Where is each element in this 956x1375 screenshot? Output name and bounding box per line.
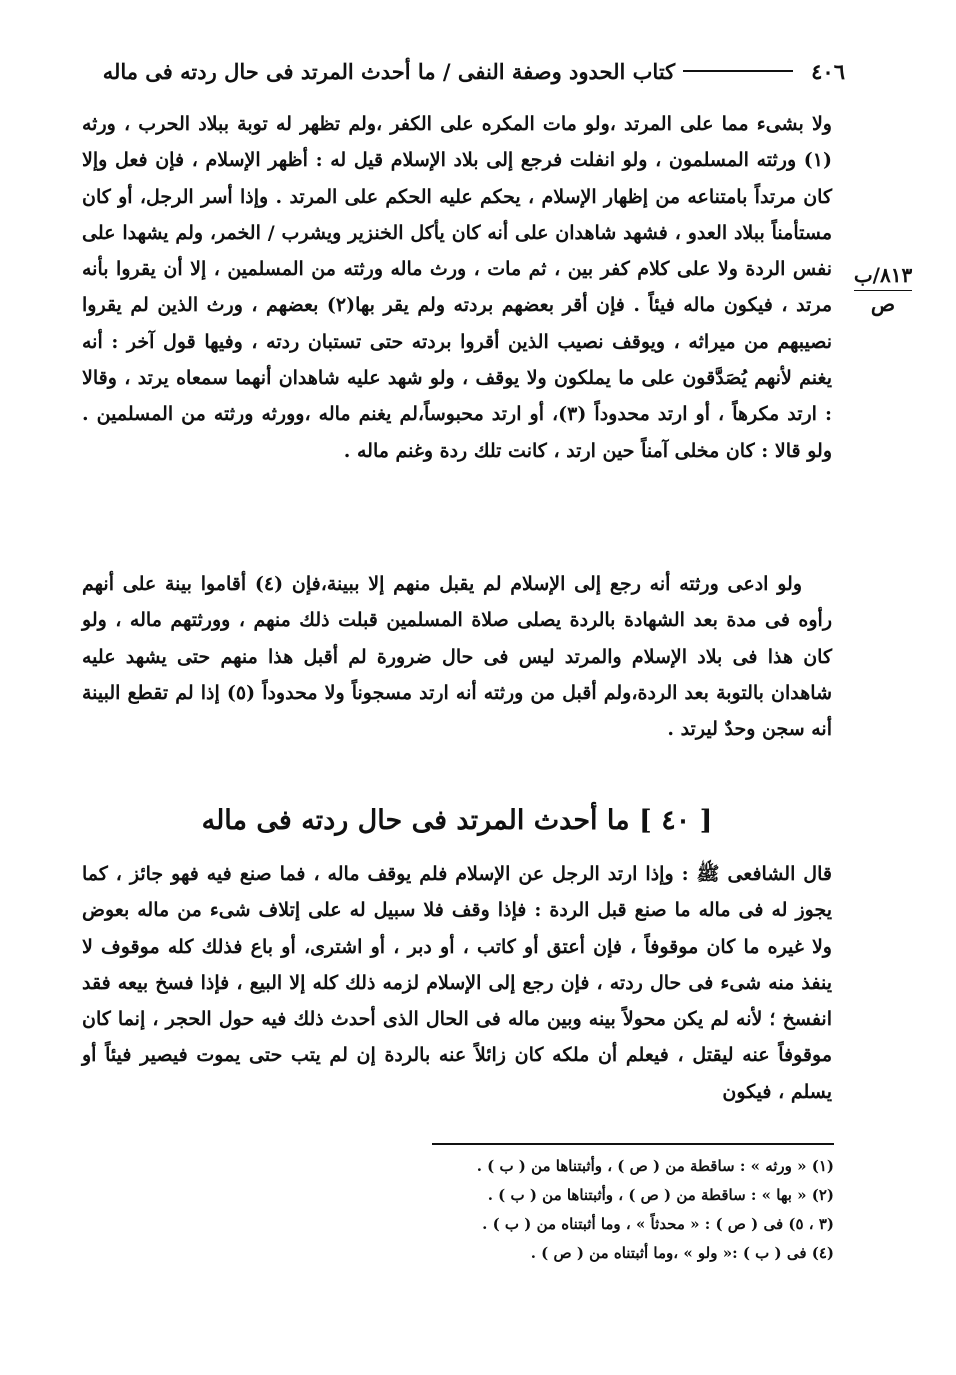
folio-reference: ٨١٣/ب: [854, 262, 912, 291]
footnote-separator: [432, 1143, 834, 1145]
running-title: كتاب الحدود وصفة النفى / ما أحدث المرتد فى حال ردته فى ماله: [102, 58, 676, 84]
manuscript-siglum: ص: [870, 292, 896, 316]
paragraph-3: قال الشافعى ﷺ : وإذا ارتد الرجل عن الإسلام فلم يوقف ماله ، فما صنع فيه فهو جائز ، كما يجوز له فى ماله ما صنع قبل الردة : فإذا وقف فلا سبيل له على إتلاف شىء من ماله بعوض ولا غيره ما كان موقوفاً ، فإن أعتق أو كاتب ، أو دبر ، أو اشترى، أو باع فذلك كله موقوف لا ينفذ منه شىء فى حال ردته ، فإن رجع إلى الإسلام لزمه ذلك كله إلا البيع ، فإذا فسخ بيعه فقد انفسخ ؛ لأنه لم يكن محولاً بينه وبين ماله فى الحال الذى أحدث ذلك فيه حول الحجر ، إنما كان موقوفاً عنه ليقتل ، فيعلم أن ملكه كان زائلاً عنه بالردة إن لم يتب حتى يموت فيصير فيئاً أو يسلم ، فيكون: [82, 863, 832, 1103]
section-heading: [ ٤٠ ] ما أحدث المرتد فى حال ردته فى ماله: [201, 805, 713, 836]
footnote: (٣ ، ٥) فى ( ص ) : « محدثاً » ، وما أثبتناه من ( ب ) .: [482, 1215, 834, 1233]
footnote: (٤) فى ( ب ) :« ولو » ،وما أثبتناه من ( ص ) .: [530, 1244, 834, 1262]
text-block-1: [82, 106, 832, 469]
header-rule: [683, 70, 793, 72]
text-block-3: [82, 856, 832, 1110]
footnote: (١) « ورثه » : ساقطة من ( ص ) ، وأثبتناها من ( ب ) .: [476, 1157, 834, 1175]
footnote: (٢) « بها » : ساقطة من ( ص ) ، وأثبتناها من ( ب ) .: [487, 1186, 834, 1204]
margin-folio-note: [848, 262, 918, 317]
text-block-2: [82, 566, 832, 747]
page-number: ٤٠٦: [811, 58, 845, 84]
page-header: [75, 52, 845, 90]
paragraph-2: ولو ادعى ورثته أنه رجع إلى الإسلام لم يقبل منهم إلا ببينة،فإن (٤) أقاموا بينة على أنهم رأوه فى مدة بعد الشهادة بالردة يصلى صلاة المسلمين قبلت ذلك منهم ، وورثتهم ماله ، ولو كان هذا فى بلاد الإسلام والمرتد ليس فى حال ضرورة لم أقبل هذا منهم حتى يشهد عليه شاهدان بالتوبة بعد الردة،ولم أقبل من ورثته أنه ارتد مسجوناً ولا محدوداً (٥) إذا لم تقطع البينة أنه سجن وحدٌ ليرتد .: [82, 573, 832, 741]
paragraph-1: ولا بشىء مما على المرتد ،ولو مات المكره على الكفر ،ولم تظهر له توبة ببلاد الحرب ، ورثه (١) ورثته المسلمون ، ولو انفلت فرجع إلى بلاد الإسلام قيل له : أظهر الإسلام ، فإن فعل وإلا كان مرتداً بامتناعه من إظهار الإسلام ، يحكم عليه الحكم على المرتد . وإذا أسر الرجل، أو كان مستأمناً ببلاد العدو ، فشهد شاهدان على أنه كان يأكل الخنزير ويشرب / الخمر، ولم يشهدا على نفس الردة ولا على كلام كفر بين ، ثم مات ، ورث ماله ورثته من المسلمين ، إلا أن يقروا بأنه مرتد ، فيكون ماله فيئاً . فإن أقر بعضهم بردته ولم يقر بها(٢) بعضهم ، ورث الذين لم يقروا نصيبهم من ميراثه ، ويوقف نصيب الذين أقروا بردته حتى تستبان ردته ، وفيها قول آخر : أنه يغنم لأنهم يُصَدَّقون على ما يملكون ولا يوقف ، ولو شهد عليه شاهدان أنهما سمعاه يرتد ، وقالا : ارتد مكرهاً ، أو ارتد محدوداً (٣)، أو ارتد محبوساً،لم يغنم ماله ،وورثه ورثته من المسلمين . ولو قالا : كان مخلى آمناً حين ارتد ، كانت تلك ردة وغنم ماله .: [82, 113, 832, 462]
footnotes: [82, 1152, 834, 1268]
